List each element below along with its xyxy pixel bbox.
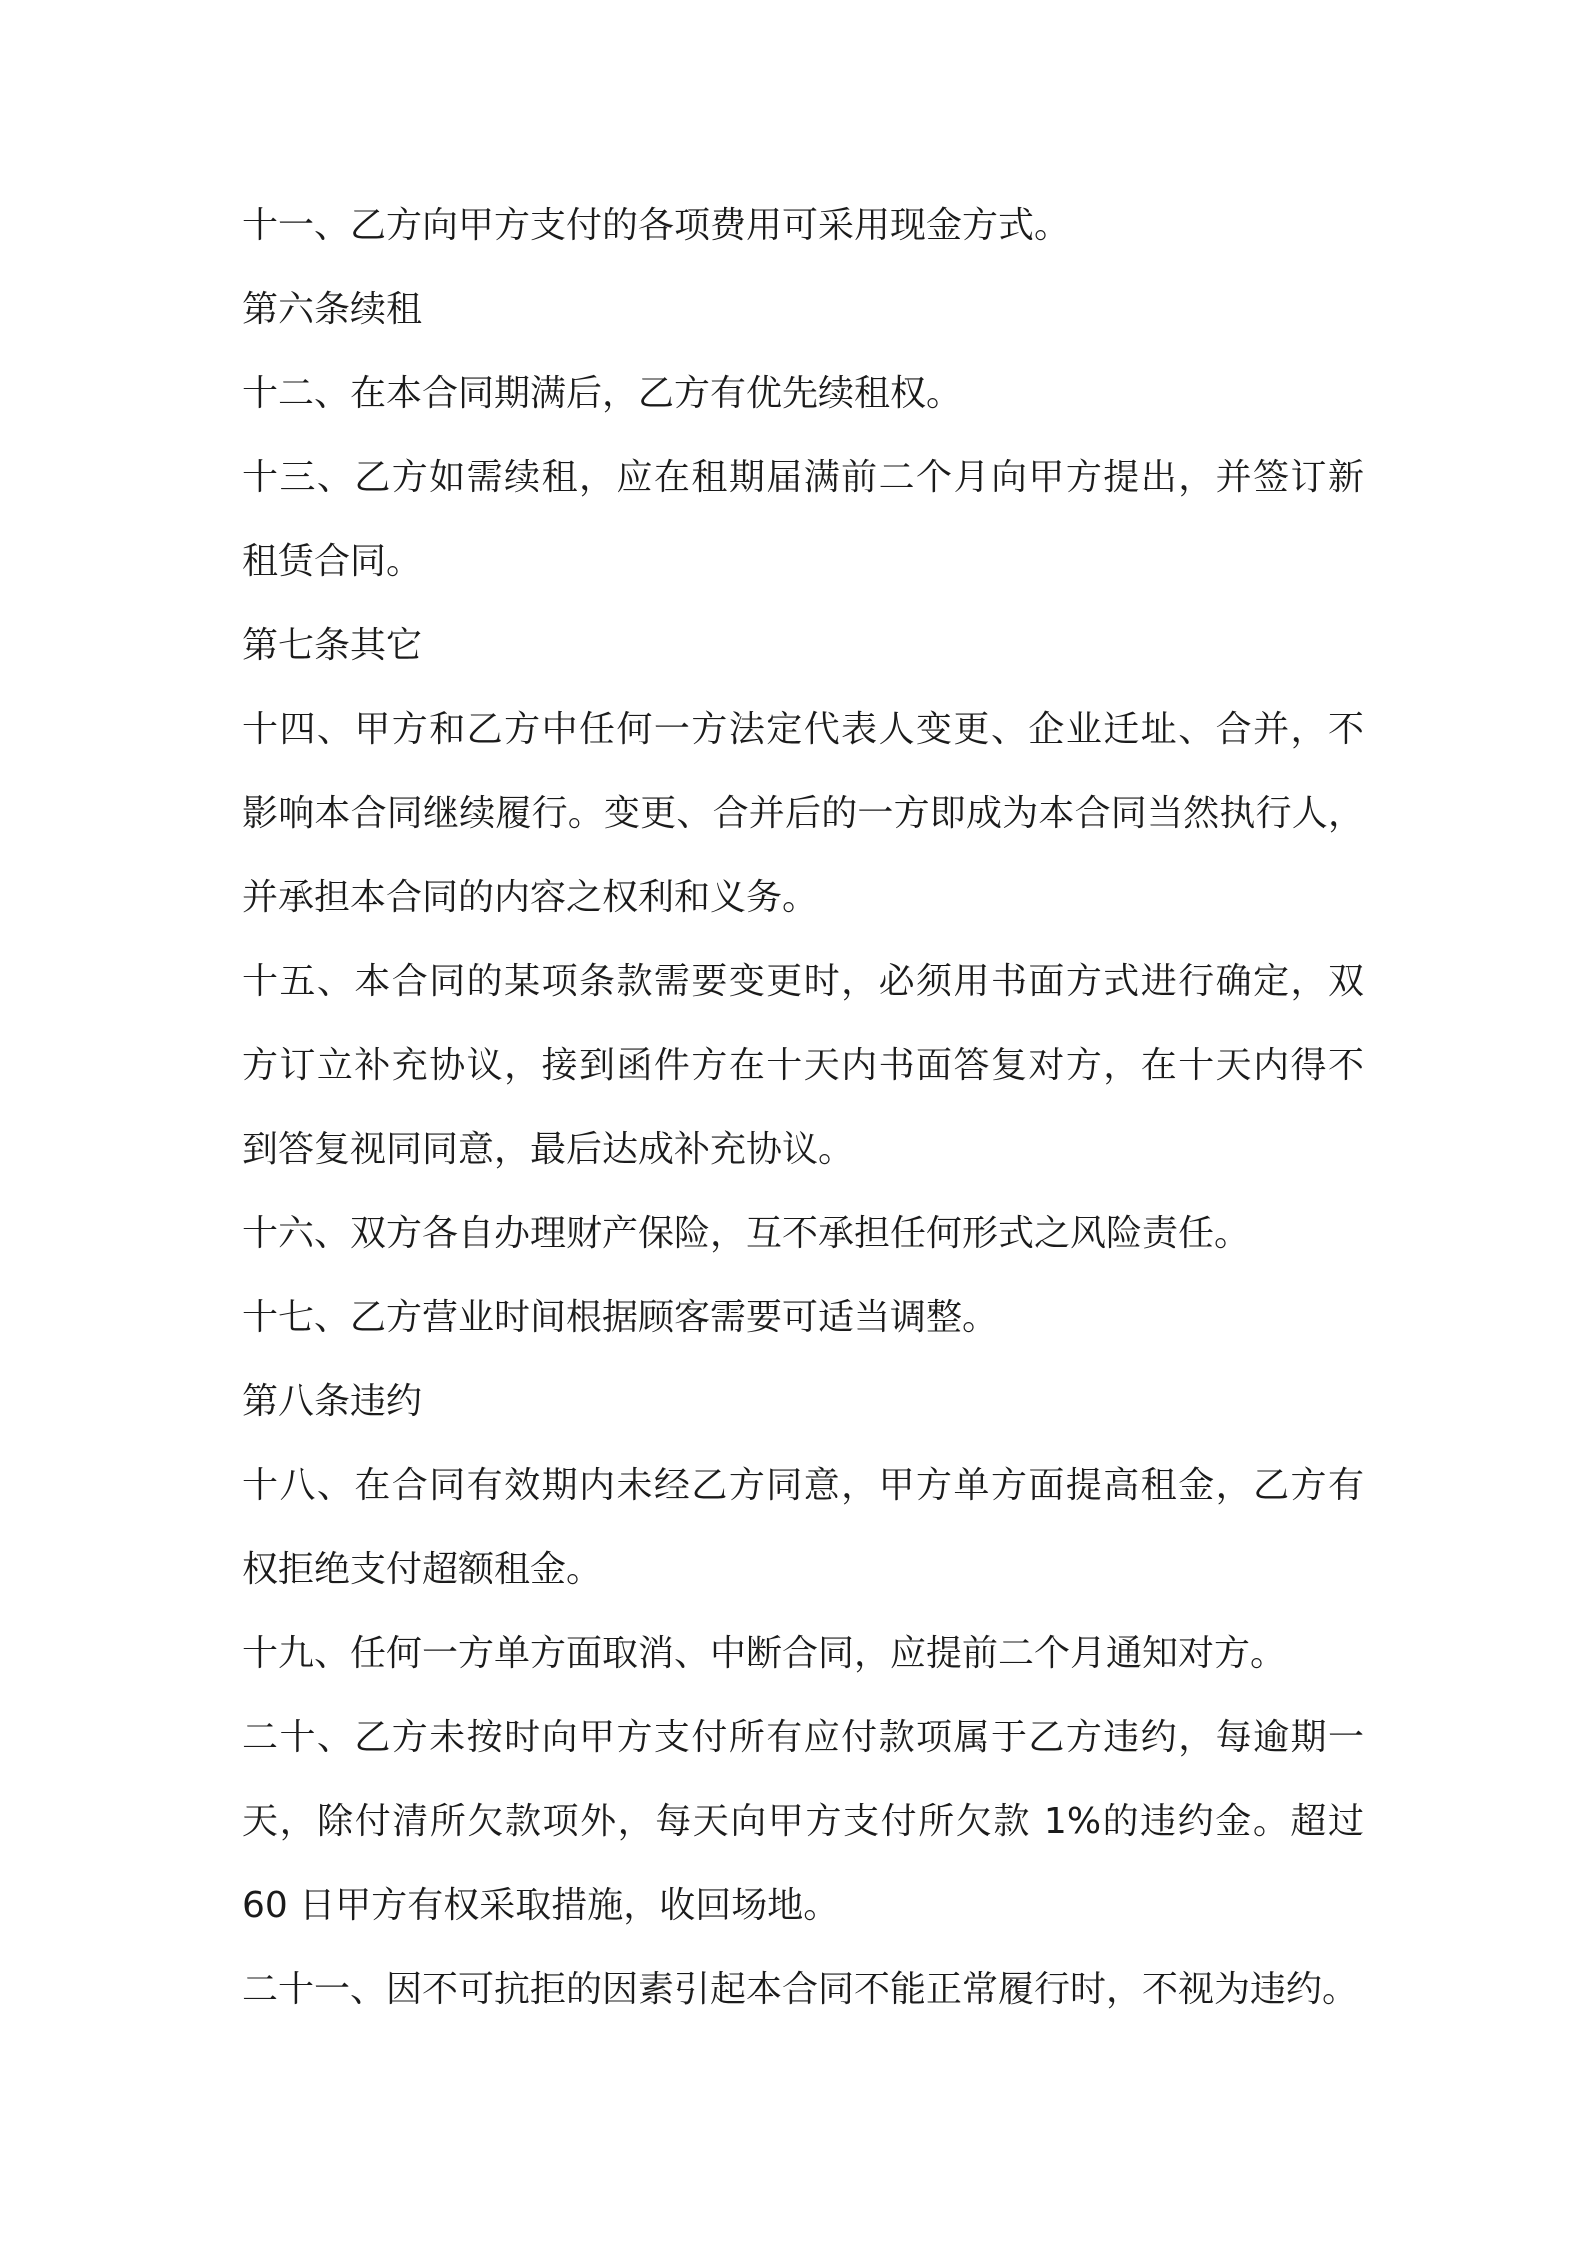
section-heading: 第八条违约 [242,1381,423,1422]
clause-line: 十七、乙方营业时间根据顾客需要可适当调整。 [242,1297,999,1338]
clause-line: 十二、在本合同期满后，乙方有优先续租权。 [242,373,963,414]
clause-line: 租赁合同。 [242,541,423,582]
clause-line: 并承担本合同的内容之权利和义务。 [242,877,819,918]
clause-line: 到答复视同同意，最后达成补充协议。 [242,1129,855,1170]
clause-line: 方订立补充协议，接到函件方在十天内书面答复对方，在十天内得不 [242,1045,1364,1086]
clause-line: 十九、任何一方单方面取消、中断合同，应提前二个月通知对方。 [242,1633,1287,1674]
section-heading: 第六条续租 [242,289,423,330]
section-heading: 第七条其它 [242,625,423,666]
clause-14 [242,688,1364,940]
document-body [242,184,1364,2032]
section-heading-other [242,604,1364,688]
clause-16 [242,1192,1364,1276]
clause-12 [242,352,1364,436]
clause-line: 天，除付清所欠款项外，每天向甲方支付所欠款 1%的违约金。超过 [242,1801,1364,1842]
clause-line: 60 日甲方有权采取措施，收回场地。 [242,1885,840,1926]
section-heading-renewal [242,268,1364,352]
clause-15 [242,940,1364,1192]
clause-19 [242,1612,1364,1696]
clause-line: 二十一、因不可抗拒的因素引起本合同不能正常履行时，不视为违约。 [242,1969,1359,2010]
clause-20 [242,1696,1364,1948]
clause-line: 十八、在合同有效期内未经乙方同意，甲方单方面提高租金，乙方有 [242,1465,1364,1506]
clause-line: 十三、乙方如需续租，应在租期届满前二个月向甲方提出，并签订新 [242,457,1364,498]
clause-line: 二十、乙方未按时向甲方支付所有应付款项属于乙方违约，每逾期一 [242,1717,1364,1758]
clause-17 [242,1276,1364,1360]
clause-line: 权拒绝支付超额租金。 [242,1549,603,1590]
clause-18 [242,1444,1364,1612]
clause-line: 十六、双方各自办理财产保险，互不承担任何形式之风险责任。 [242,1213,1251,1254]
clause-21 [242,1948,1364,2032]
clause-line: 十一、乙方向甲方支付的各项费用可采用现金方式。 [242,205,1071,246]
clause-line: 影响本合同继续履行。变更、合并后的一方即成为本合同当然执行人， [242,793,1364,834]
clause-11 [242,184,1364,268]
clause-13 [242,436,1364,604]
clause-line: 十五、本合同的某项条款需要变更时，必须用书面方式进行确定，双 [242,961,1364,1002]
section-heading-breach [242,1360,1364,1444]
clause-line: 十四、甲方和乙方中任何一方法定代表人变更、企业迁址、合并，不 [242,709,1364,750]
